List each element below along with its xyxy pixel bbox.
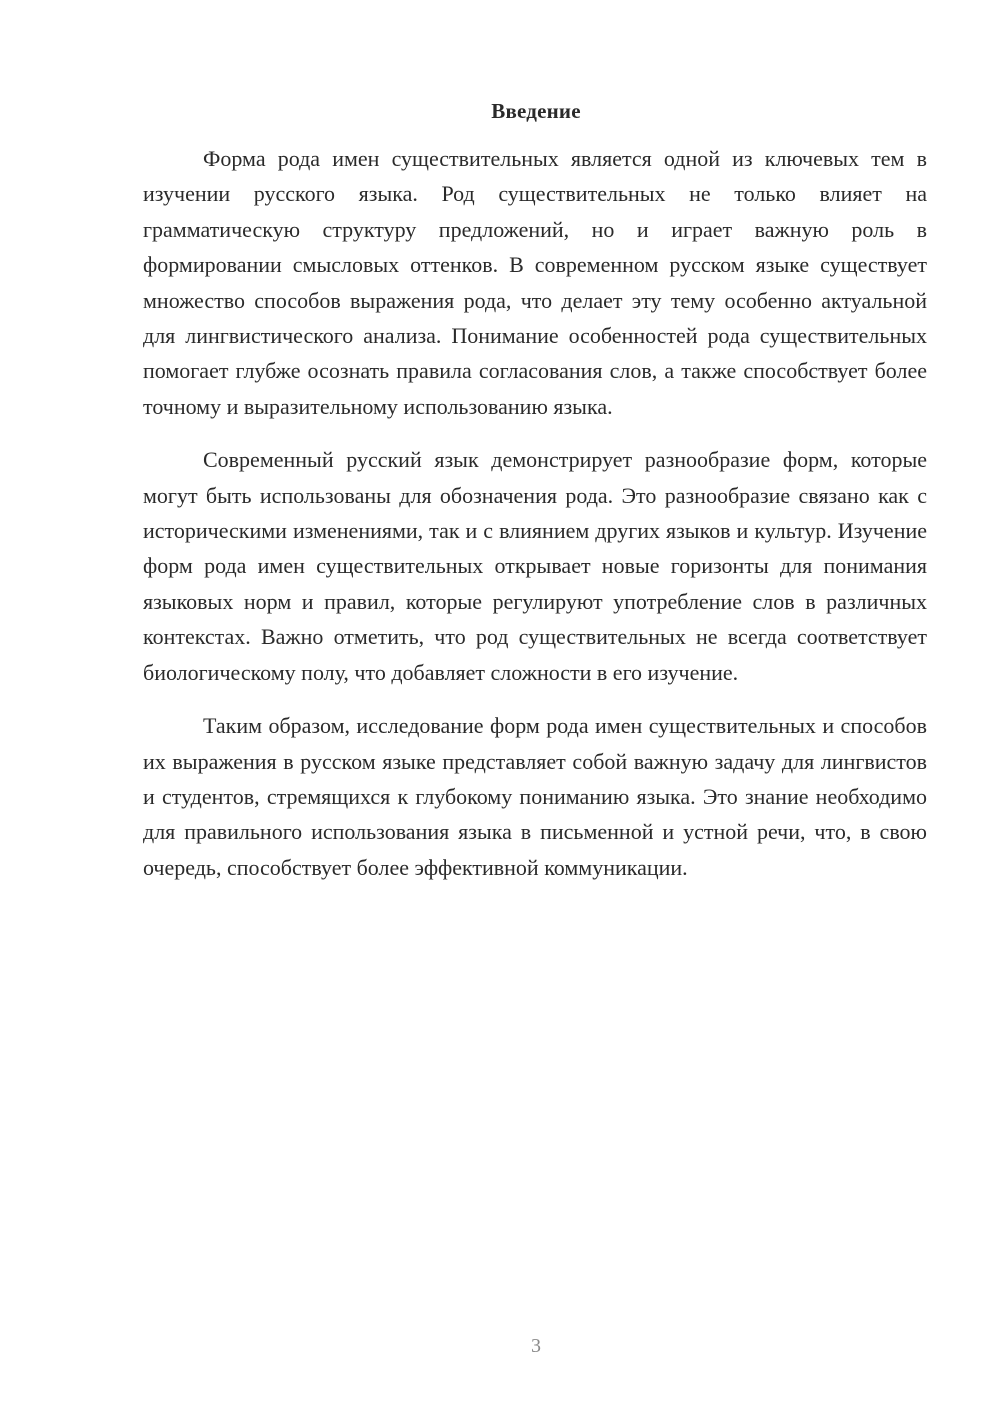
body-text [143, 141, 927, 903]
page-number: 3 [531, 1335, 541, 1357]
paragraph-2: Современный русский язык демонстрирует разнообразие форм, которые могут быть использованы для обозначения рода. Это разнообразие связано как с историческими изменениями, так и с влиянием других языков и культур. Изучение форм рода имен существительных открывает новые горизонты для понимания языковых норм и правил, которые регулируют употребление слов в различных контекстах. Важно отметить, что род существительных не всегда соответствует биологическому полу, что добавляет сложности в его изучение. [143, 447, 927, 685]
paragraph-1: Форма рода имен существительных является одной из ключевых тем в изучении русского языка. Род существительных не только влияет на грамматическую структуру предложений, но и играет важную роль в формировании смысловых оттенков. В современном русском языке существует множество способов выражения рода, что делает эту тему особенно актуальной для лингвистического анализа. Понимание особенностей рода существительных помогает глубже осознать правила согласования слов, а также способствует более точному и выразительному использованию языка. [143, 146, 927, 419]
paragraph-3: Таким образом, исследование форм рода имен существительных и способов их выражения в русском языке представляет собой важную задачу для лингвистов и студентов, стремящихся к глубокому пониманию языка. Это знание необходимо для правильного использования языка в письменной и устной речи, что, в свою очередь, способствует более эффективной коммуникации. [143, 713, 927, 880]
section-heading: Введение [491, 99, 581, 123]
